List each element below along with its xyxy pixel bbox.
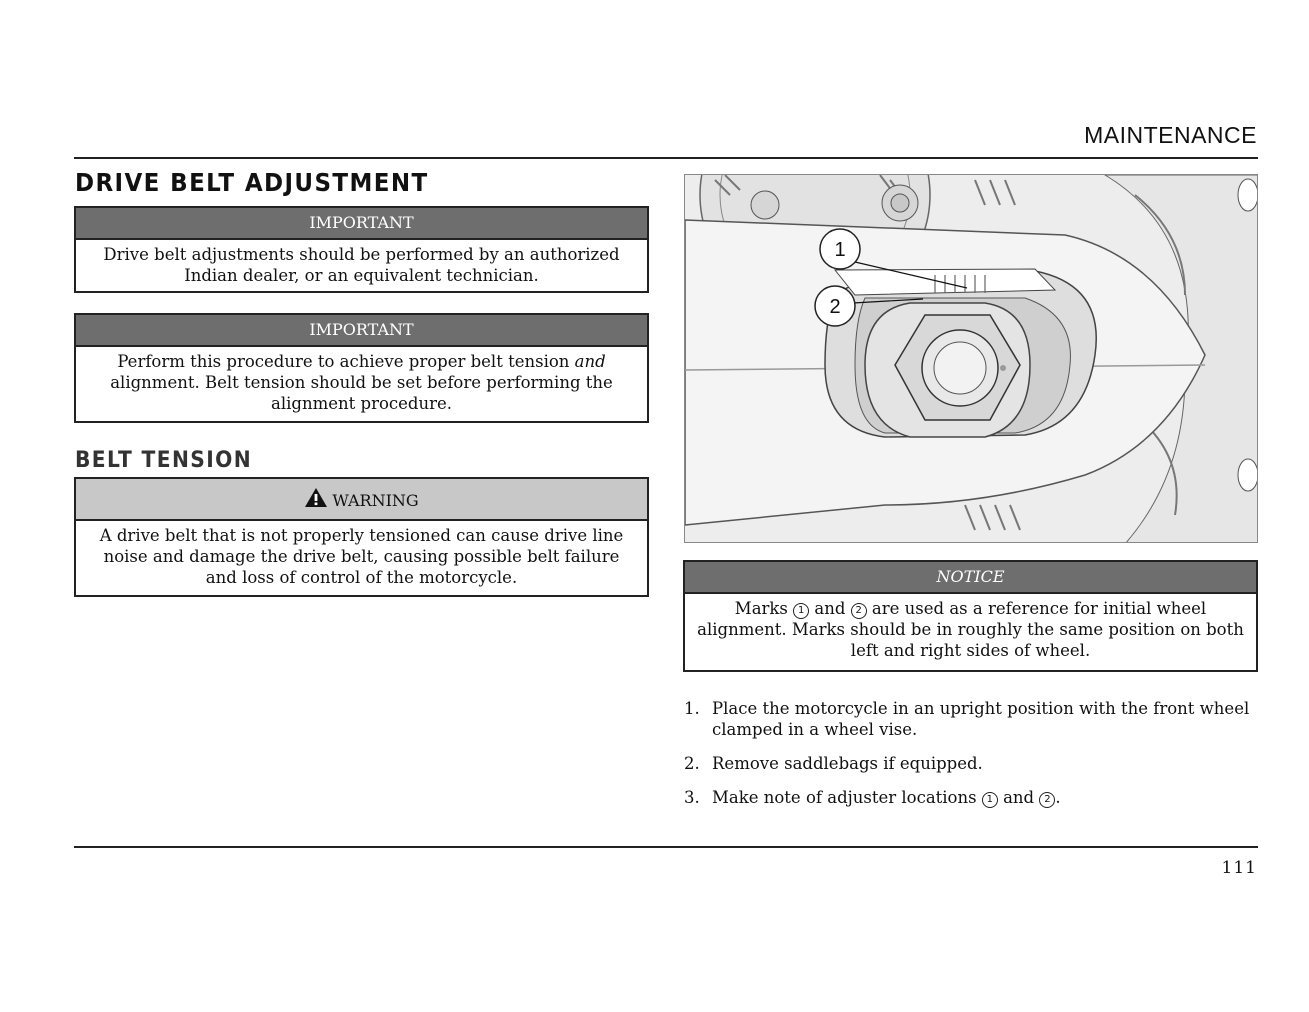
list-item — [684, 753, 1264, 774]
list-item — [684, 787, 1264, 808]
section-subtitle: BELT TENSION — [75, 448, 253, 473]
notice-box — [683, 560, 1258, 672]
step-number: 3. — [684, 788, 700, 807]
step-text-part: . — [1055, 788, 1061, 807]
important-text — [76, 347, 647, 420]
notice-text — [685, 594, 1256, 667]
warning-label: WARNING — [332, 491, 419, 510]
procedure-steps — [684, 698, 1264, 821]
step-number: 2. — [684, 754, 700, 773]
adjuster-drawing — [685, 175, 1258, 543]
mark-2-symbol: 2 — [851, 603, 867, 619]
page-title: DRIVE BELT ADJUSTMENT — [75, 168, 429, 197]
warning-text: A drive belt that is not properly tensioned can cause drive line noise and damage the drive belt, causing possible belt failure and loss of control of the motorcycle. — [99, 526, 624, 587]
footer-rule — [74, 846, 1258, 848]
step-text: Place the motorcycle in an upright position with the front wheel clamped in a wheel vise. — [712, 699, 1250, 739]
warning-header — [76, 479, 647, 521]
step-text: Remove saddlebags if equipped. — [712, 754, 983, 773]
notice-text-part: are used as a reference for initial wheel alignment. Marks should be in roughly the same position on both left and right sides of wheel. — [697, 599, 1244, 660]
important-label: IMPORTANT — [76, 315, 647, 347]
notice-text-part: Marks — [734, 599, 794, 618]
important-label: IMPORTANT — [76, 208, 647, 240]
notice-label: NOTICE — [685, 562, 1256, 594]
warning-box — [74, 477, 649, 597]
important-text: Drive belt adjustments should be performed by an authorized Indian dealer, or an equivalent technician. — [103, 245, 620, 285]
header-rule — [74, 157, 1258, 159]
step-number: 1. — [684, 699, 700, 718]
important-text-emphasis: and — [574, 352, 606, 371]
important-text-part: alignment. Belt tension should be set before performing the alignment procedure. — [110, 373, 613, 413]
mark-1-symbol: 1 — [982, 792, 998, 808]
page-number: 111 — [1221, 858, 1257, 878]
step-text — [712, 788, 1061, 807]
notice-text-part: and — [809, 599, 851, 618]
list-item — [684, 698, 1264, 740]
callout-1-label: 1 — [834, 239, 846, 261]
mark-1-symbol: 1 — [793, 603, 809, 619]
important-box-2 — [74, 313, 649, 423]
drive-belt-adjuster-illustration — [684, 174, 1258, 543]
warning-triangle-icon — [304, 487, 328, 508]
mark-2-symbol: 2 — [1039, 792, 1055, 808]
callout-2-label: 2 — [829, 296, 841, 318]
step-text-part: and — [997, 788, 1040, 807]
important-box-1 — [74, 206, 649, 293]
step-text-part: Make note of adjuster locations — [712, 788, 982, 807]
important-text-part: Perform this procedure to achieve proper belt tension — [117, 352, 575, 371]
section-header: MAINTENANCE — [1084, 122, 1257, 148]
